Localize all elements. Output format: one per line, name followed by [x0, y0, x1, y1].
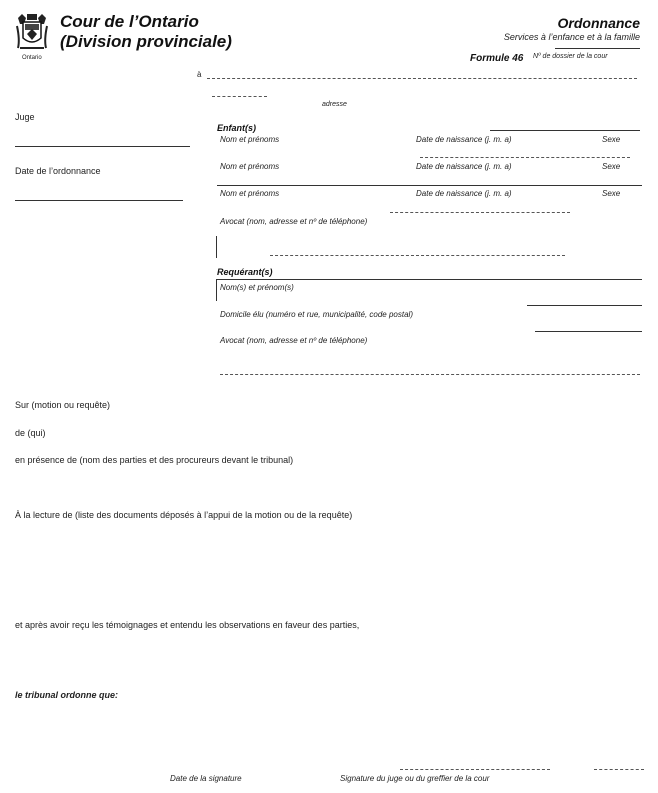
court-file-label: Nº de dossier de la cour — [533, 53, 608, 60]
location-rule[interactable] — [207, 78, 637, 79]
motion-label: Sur (motion ou requête) — [15, 400, 111, 410]
coat-of-arms-icon — [14, 10, 50, 54]
form-number: Formule 46 — [470, 53, 524, 64]
applicants-bracket — [216, 279, 217, 301]
child-1-name-label: Nom et prénoms — [220, 135, 280, 144]
applicants-heading-rule — [217, 279, 642, 280]
children-lawyer-label: Avocat (nom, adresse et nº de téléphone) — [220, 217, 368, 226]
judge-field[interactable] — [15, 146, 190, 147]
form-subtitle: Services à l’enfance et à la famille — [503, 32, 640, 42]
order-date-label: Date de l’ordonnance — [15, 166, 101, 176]
applicant-name-label: Nom(s) et prénom(s) — [220, 283, 294, 292]
signature-label: Signature du juge ou du greffier de la cour — [340, 774, 490, 783]
applicant-lawyer-rule[interactable] — [535, 331, 642, 332]
after-label: et après avoir reçu les témoignages et entendu les observations en faveur des parties, — [15, 620, 360, 630]
applicant-lawyer-label: Avocat (nom, adresse et nº de téléphone) — [220, 336, 368, 345]
child-3-name-label: Nom et prénoms — [220, 189, 280, 198]
child-3-sex-label: Sexe — [602, 189, 621, 198]
child-3-rule[interactable] — [217, 185, 642, 186]
child-1-dob-label: Date de naissance (j. m. a) — [416, 135, 512, 144]
children-heading-rule — [490, 130, 640, 131]
address-label: adresse — [322, 101, 347, 108]
child-2-sex-label: Sexe — [602, 162, 621, 171]
presence-label: en présence de (nom des parties et des procureurs devant le tribunal) — [15, 455, 294, 465]
of-label: de (qui) — [15, 428, 46, 438]
child-1-sex-label: Sexe — [602, 135, 621, 144]
orders-label: le tribunal ordonne que: — [15, 690, 118, 700]
address-rule[interactable] — [212, 96, 267, 97]
location-a-label: à — [197, 70, 202, 79]
applicant-address-rule[interactable] — [527, 305, 642, 306]
child-2-name-label: Nom et prénoms — [220, 162, 280, 171]
child-3-dob-label: Date de naissance (j. m. a) — [416, 189, 512, 198]
child-2-rule[interactable] — [420, 157, 630, 158]
applicant-address-label: Domicile élu (numéro et rue, municipalité, code postal) — [220, 310, 413, 319]
judge-label: Juge — [15, 112, 35, 122]
children-heading: Enfant(s) — [217, 123, 256, 133]
coat-caption: Ontario — [22, 55, 42, 61]
applicant-lawyer-field[interactable] — [220, 374, 640, 375]
court-title-line1: Cour de l’Ontario — [60, 12, 199, 31]
child-2-dob-label: Date de naissance (j. m. a) — [416, 162, 512, 171]
reading-label: À la lecture de (liste des documents déposés à l’appui de la motion ou de la requête) — [15, 510, 353, 520]
signature-field[interactable] — [594, 769, 644, 770]
children-lawyer-field[interactable] — [270, 255, 565, 256]
children-lawyer-bracket — [216, 236, 217, 258]
signature-date-field[interactable] — [400, 769, 550, 770]
court-title-line2: (Division provinciale) — [60, 32, 232, 51]
court-file-rule-top — [555, 48, 640, 49]
applicants-heading: Requérant(s) — [217, 267, 273, 277]
order-date-field[interactable] — [15, 200, 183, 201]
signature-date-label: Date de la signature — [170, 774, 242, 783]
children-lawyer-rule[interactable] — [390, 212, 570, 213]
form-title: Ordonnance — [557, 15, 640, 31]
